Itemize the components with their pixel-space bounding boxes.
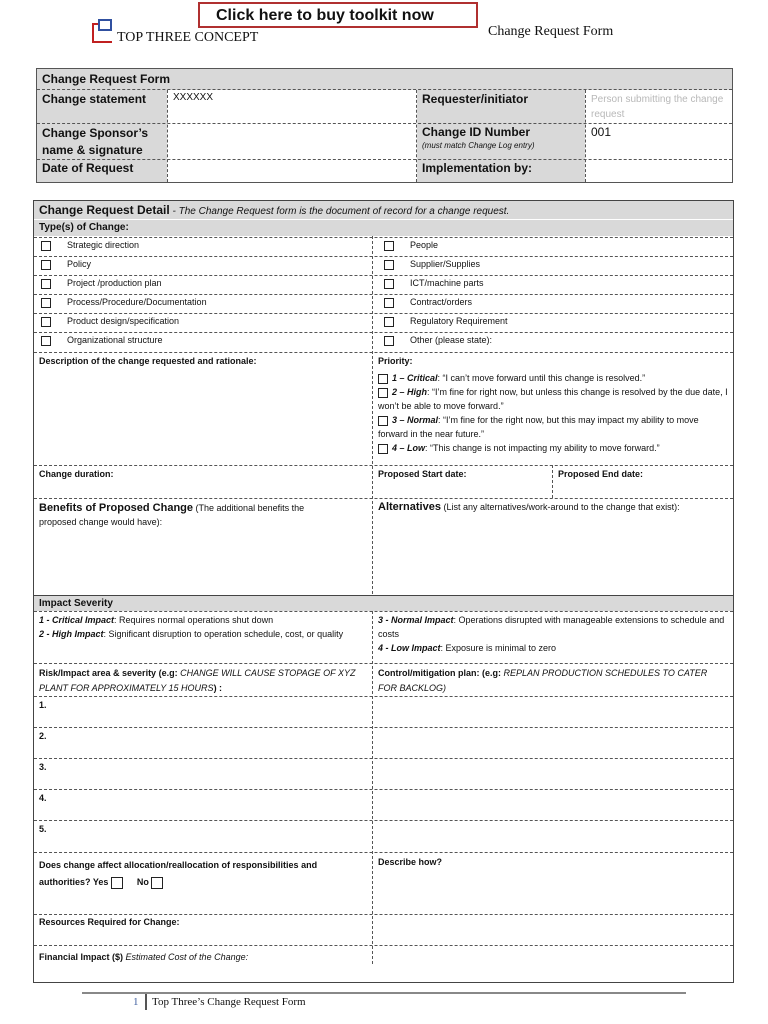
priority-level: 3 – Normal (392, 415, 439, 425)
priority-checkbox[interactable] (378, 388, 388, 398)
priority-text: : “I’m fine for right now, but unless this change is resolved by the due date, I won’t be able to move forward.” (378, 387, 728, 411)
duration-label: Change duration: (39, 469, 114, 479)
detail-subtitle: - The Change Request form is the document of record for a change request. (169, 206, 510, 217)
change-id-field[interactable]: 001 (591, 125, 612, 139)
impact-item (39, 613, 364, 627)
impact-text: : Requires normal operations shut down (114, 615, 274, 625)
impact-left-list (39, 613, 364, 641)
priority-list (378, 371, 728, 455)
page-number: 1 (133, 996, 139, 1008)
impact-level: 3 - Normal Impact (378, 615, 454, 625)
type-left-item (41, 297, 207, 308)
type-left-item (41, 316, 179, 327)
type-right-item (384, 259, 480, 270)
sponsor-label (37, 123, 167, 159)
type-right-label: People (410, 240, 439, 250)
priority-text: : “This change is not impacting my ability to move forward.” (425, 443, 660, 453)
control-label (378, 666, 728, 696)
footer-text: Top Three’s Change Request Form (152, 996, 306, 1008)
checkbox[interactable] (41, 241, 51, 251)
checkbox[interactable] (41, 317, 51, 327)
priority-level: 2 – High (392, 387, 428, 397)
change-request-summary-table (36, 68, 733, 183)
priority-checkbox[interactable] (378, 416, 388, 426)
impact-level: 1 - Critical Impact (39, 615, 115, 625)
change-request-detail-table (33, 200, 734, 983)
risk-label (39, 666, 364, 696)
risk-label-text: Risk/Impact area & severity (e.g: (39, 668, 178, 678)
checkbox[interactable] (41, 279, 51, 289)
priority-text: : “I’m fine for the right now, but this may impact my ability to move forward in the near future.” (378, 415, 699, 439)
change-id-note: (must match Change Log entry) (422, 141, 535, 150)
type-left-label: Product design/specification (67, 316, 180, 326)
priority-option (378, 371, 728, 385)
type-right-label: Other (please state): (410, 335, 493, 345)
type-left-label: Strategic direction (67, 240, 140, 250)
financial-label: Financial Impact ($) (39, 952, 124, 962)
checkbox[interactable] (384, 317, 394, 327)
impact-right-list (378, 613, 728, 655)
end-date-label: Proposed End date: (558, 469, 644, 479)
summary-table-title: Change Request Form (37, 69, 732, 90)
checkbox[interactable] (384, 279, 394, 289)
type-left-label: Project /production plan (67, 278, 162, 288)
priority-label: Priority: (378, 356, 413, 366)
types-header: Type(s) of Change: (34, 220, 733, 236)
priority-level: 1 – Critical (392, 373, 438, 383)
checkbox[interactable] (41, 336, 51, 346)
implementation-label: Implementation by: (417, 159, 585, 182)
priority-checkbox[interactable] (378, 444, 388, 454)
brand-name: TOP THREE CONCEPT (117, 30, 259, 45)
change-statement-label: Change statement (37, 90, 167, 123)
type-right-item (384, 297, 472, 308)
risk-example: CHANGE WILL CAUSE STOPAGE OF XYZ PLANT FOR APPROXIMATELY 15 HOURS (39, 668, 356, 693)
implementation-field[interactable] (586, 159, 732, 182)
type-right-label: Regulatory Requirement (410, 316, 508, 326)
priority-level: 4 – Low (392, 443, 426, 453)
impact-item (378, 613, 728, 641)
describe-how-label: Describe how? (378, 857, 443, 867)
sponsor-label-line1: Change Sponsor’s (42, 126, 149, 140)
impact-item (39, 627, 364, 641)
control-label-text: Control/mitigation plan: (e.g: (378, 668, 501, 678)
risk-row-number: 4. (39, 793, 47, 803)
change-statement-field[interactable]: XXXXXX (173, 92, 214, 103)
type-right-item (384, 335, 492, 346)
impact-text: : Exposure is minimal to zero (440, 643, 557, 653)
requester-field[interactable]: Person submitting the change request (591, 94, 724, 120)
risk-row-number: 3. (39, 762, 47, 772)
risk-row-number: 5. (39, 824, 47, 834)
date-of-request-label: Date of Request (37, 159, 167, 182)
type-left-label: Policy (67, 259, 92, 269)
financial-impact (39, 952, 248, 962)
resources-label: Resources Required for Change: (39, 917, 180, 927)
benefits-note: (The additional benefits the proposed change would have): (39, 503, 305, 527)
risk-row-number: 1. (39, 700, 47, 710)
impact-text: : Operations disrupted with manageable extensions to schedule and costs (378, 615, 725, 639)
footer-rule (82, 992, 686, 994)
type-left-item (41, 278, 162, 289)
detail-title-row (34, 201, 733, 219)
detail-title: Change Request Detail (39, 203, 170, 217)
type-right-label: Contract/orders (410, 297, 473, 307)
checkbox[interactable] (41, 260, 51, 270)
priority-option (378, 413, 728, 441)
responsibility-question-text: Does change affect allocation/reallocation of responsibilities and authorities? Yes (39, 860, 318, 887)
priority-checkbox[interactable] (378, 374, 388, 384)
description-label: Description of the change requested and rationale: (39, 356, 257, 366)
benefits-cell (39, 501, 339, 529)
responsibility-question (39, 857, 364, 891)
footer-divider (145, 994, 147, 1010)
alternatives-note: (List any alternatives/work-around to the change that exist): (440, 502, 680, 512)
sponsor-label-line2: name & signature (42, 143, 143, 157)
date-of-request-field[interactable] (168, 159, 416, 182)
no-label: No (136, 877, 149, 887)
priority-option (378, 385, 728, 413)
alternatives-cell (378, 501, 728, 513)
priority-text: : “I can’t move forward until this change is resolved.” (437, 373, 646, 383)
requester-label: Requester/initiator (417, 90, 585, 123)
buy-toolkit-button[interactable]: Click here to buy toolkit now (198, 2, 478, 28)
sponsor-field[interactable] (168, 123, 416, 159)
impact-text: : Significant disruption to operation schedule, cost, or quality (103, 629, 344, 639)
impact-header: Impact Severity (34, 595, 733, 611)
type-left-label: Organizational structure (67, 335, 163, 345)
risk-row-number: 2. (39, 731, 47, 741)
type-left-label: Process/Procedure/Documentation (67, 297, 207, 307)
type-left-item (41, 240, 139, 251)
no-checkbox[interactable] (151, 877, 163, 889)
priority-option (378, 441, 728, 455)
impact-level: 2 - High Impact (39, 629, 104, 639)
document-title: Change Request Form (488, 24, 614, 39)
type-right-item (384, 240, 438, 251)
logo-icon (90, 19, 117, 45)
risk-suffix: ) : (213, 683, 223, 693)
checkbox[interactable] (384, 336, 394, 346)
change-id-label (417, 123, 585, 159)
benefits-label: Benefits of Proposed Change (39, 502, 194, 514)
financial-note: Estimated Cost of the Change: (123, 952, 249, 962)
type-left-item (41, 259, 91, 270)
checkbox[interactable] (384, 241, 394, 251)
type-right-label: Supplier/Supplies (410, 259, 481, 269)
impact-item (378, 641, 728, 655)
alternatives-label: Alternatives (378, 501, 441, 513)
checkbox[interactable] (384, 298, 394, 308)
type-right-item (384, 278, 484, 289)
start-date-label: Proposed Start date: (378, 469, 467, 479)
checkbox[interactable] (41, 298, 51, 308)
type-right-item (384, 316, 508, 327)
control-example: REPLAN PRODUCTION SCHEDULES TO CATER FOR BACKLOG) (378, 668, 708, 693)
change-id-label-text: Change ID Number (422, 125, 531, 139)
checkbox[interactable] (384, 260, 394, 270)
type-right-label: ICT/machine parts (410, 278, 484, 288)
impact-level: 4 - Low Impact (378, 643, 441, 653)
yes-checkbox[interactable] (111, 877, 123, 889)
type-left-item (41, 335, 163, 346)
